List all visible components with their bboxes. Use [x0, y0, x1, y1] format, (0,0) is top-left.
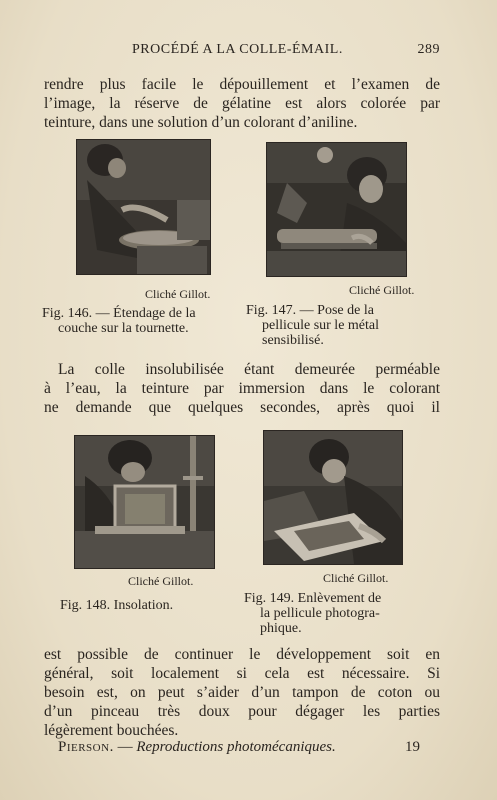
credit-fig-147: Cliché Gillot.: [349, 283, 415, 297]
running-head: [40, 42, 440, 62]
text-line: est possible de continuer le développement soit en: [44, 646, 440, 663]
text-line: besoin est, on peut s’aider d’un tampon de coton ou: [44, 684, 440, 701]
caption-fig-146: [42, 306, 242, 336]
footer-dash: —: [113, 739, 137, 755]
text-line: La colle insolubilisée étant demeurée perméable: [58, 361, 440, 378]
caption-line: Fig. 147. — Pose de la: [246, 303, 374, 318]
paragraph-3: [44, 645, 440, 740]
caption-fig-147: [246, 303, 436, 348]
caption-line: Fig. 148. Insolation.: [60, 598, 174, 613]
caption-fig-149: [244, 591, 439, 636]
credit-fig-146: Cliché Gillot.: [145, 287, 211, 301]
photo-fig-147: [266, 142, 407, 277]
paragraph-2: [44, 360, 440, 417]
footer-author: Pierson.: [58, 739, 114, 755]
chapter-title: PROCÉDÉ A LA COLLE-ÉMAIL.: [132, 42, 343, 57]
page-footer: [58, 739, 420, 759]
halftone-photo-insolation-frame: [75, 436, 214, 568]
text-line: ne demande que quelques secondes, après quoi il: [44, 399, 440, 416]
caption-line: Fig. 146. — Étendage de la: [42, 306, 196, 321]
caption-line: Fig. 149. Enlèvement de: [244, 591, 382, 606]
text-line: rendre plus facile le dépouillement et l’examen de: [44, 76, 440, 93]
caption-line: phique.: [260, 621, 302, 636]
photo-fig-146: [76, 139, 211, 275]
signature-mark: 19: [405, 739, 420, 755]
paragraph-1: [44, 75, 440, 132]
text-line: l’image, la réserve de gélatine est alors colorée par: [44, 95, 440, 112]
page-number: 289: [417, 42, 440, 57]
halftone-photo-worker-tournette: [77, 140, 210, 274]
text-line: général, soit localement si cela est nécessaire. Si: [44, 665, 440, 682]
caption-line: couche sur la tournette.: [58, 321, 189, 336]
text-line: légèrement bouchées.: [44, 722, 179, 739]
photo-fig-149: [263, 430, 403, 565]
halftone-photo-removing-film: [264, 431, 402, 564]
footer-book-title: Reproductions photomécaniques.: [136, 739, 336, 755]
text-line: à l’eau, la teinture par immersion dans le colorant: [44, 380, 440, 397]
halftone-photo-metal-plate: [267, 143, 406, 276]
caption-line: sensibilisé.: [262, 333, 324, 348]
text-line: d’un pinceau très doux pour dégager les parties: [44, 703, 440, 720]
photo-fig-148: [74, 435, 215, 569]
credit-fig-149: Cliché Gillot.: [323, 571, 389, 585]
text-line: teinture, dans une solution d’un colorant d’aniline.: [44, 114, 358, 131]
caption-fig-148: [60, 598, 240, 613]
caption-line: la pellicule photogra-: [260, 606, 380, 621]
caption-line: pellicule sur le métal: [262, 318, 380, 333]
credit-fig-148: Cliché Gillot.: [128, 574, 194, 588]
